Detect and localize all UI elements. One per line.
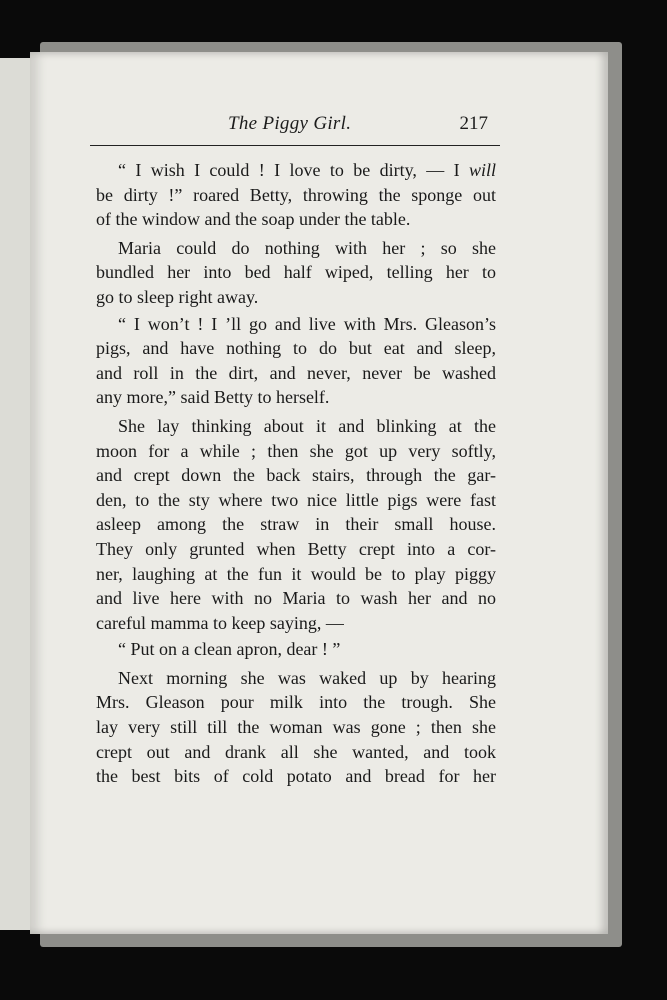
text-line: go to sleep right away. (96, 286, 259, 307)
text-line: Next morning she was waked up by hearing (118, 667, 496, 688)
text-line: “ Put on a clean apron, dear ! ” (118, 639, 341, 660)
text-line: of the window and the soap under the table. (96, 209, 411, 230)
text-line: Mrs. Gleason pour milk into the trough. She (96, 692, 496, 713)
running-title: The Piggy Girl. (228, 113, 352, 134)
text-line: and crept down the back stairs, through the gar- (96, 465, 496, 486)
text-line: den, to the sty where two nice little pigs were fast (96, 489, 496, 510)
text-line: careful mamma to keep saying, — (96, 612, 344, 633)
text-line: any more,” said Betty to herself. (96, 387, 330, 408)
page-number: 217 (459, 113, 488, 134)
body-text (96, 158, 496, 789)
text-line: asleep among the straw in their small house. (96, 514, 496, 535)
header-rule (90, 145, 500, 146)
text-line: Maria could do nothing with her ; so she (118, 237, 496, 258)
text-line: and roll in the dirt, and never, never be washed (96, 362, 496, 383)
text-line: be dirty !” roared Betty, throwing the sponge out (96, 184, 496, 205)
text-line: crept out and drank all she wanted, and took (96, 741, 496, 762)
text-line: ner, laughing at the fun it would be to play piggy (96, 563, 496, 584)
facing-page-edge (0, 58, 32, 930)
text-line: They only grunted when Betty crept into a cor- (96, 538, 496, 559)
text-line: lay very still till the woman was gone ; then she (96, 717, 496, 738)
text-line: moon for a while ; then she got up very softly, (96, 440, 496, 461)
text-line: the best bits of cold potato and bread for her (96, 766, 496, 787)
running-header (90, 113, 500, 143)
text-line: pigs, and have nothing to do but eat and sleep, (96, 338, 496, 359)
text-line: bundled her into bed half wiped, telling her to (96, 262, 496, 283)
text-line: She lay thinking about it and blinking at the (118, 415, 496, 436)
text-line: “ I wish I could ! I love to be dirty, — I will (118, 160, 496, 180)
text-line: and live here with no Maria to wash her and no (96, 588, 496, 609)
text-line: “ I won’t ! I ’ll go and live with Mrs. Gleason’s (118, 313, 496, 334)
